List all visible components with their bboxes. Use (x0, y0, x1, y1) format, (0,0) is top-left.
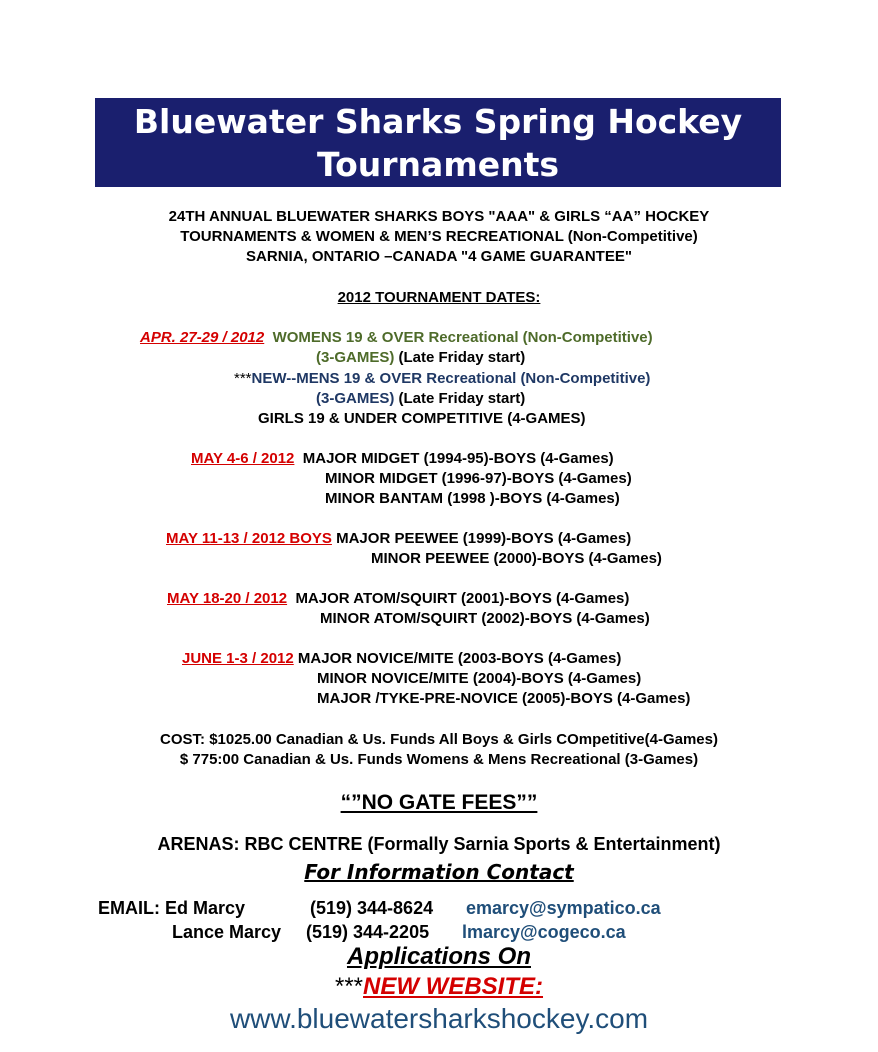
girls-division: GIRLS 19 & UNDER COMPETITIVE (4-GAMES) (258, 410, 586, 427)
june-division-1: MAJOR NOVICE/MITE (2003-BOYS (4-Games) (297, 650, 622, 667)
new-website-line (0, 973, 878, 1001)
june-line-1 (182, 649, 621, 669)
mens-division: NEW--MENS 19 & OVER Recreational (Non-Competitive) (251, 370, 651, 387)
may4-division-2: MINOR MIDGET (1996-97)-BOYS (4-Games) (325, 470, 632, 487)
contact-ed-label: EMAIL: Ed Marcy (98, 898, 246, 918)
title-banner (95, 98, 781, 187)
contact-ed-phone: (519) 344-8624 (310, 898, 434, 918)
may4-line-1 (191, 449, 614, 469)
mens-prefix: *** (234, 370, 252, 387)
apr-date: APR. 27-29 / 2012 (140, 329, 265, 346)
info-heading: For Information Contact (304, 860, 574, 884)
may4-date: MAY 4-6 / 2012 (191, 450, 295, 467)
mens-note: (Late Friday start) (398, 390, 526, 407)
may11-division-2: MINOR PEEWEE (2000)-BOYS (4-Games) (371, 550, 662, 567)
contact-lance-name: Lance Marcy (172, 922, 282, 942)
contact-lance-phone: (519) 344-2205 (306, 922, 430, 942)
may4-division-1: MAJOR MIDGET (1994-95)-BOYS (4-Games) (302, 450, 614, 467)
no-gate-fees: “”NO GATE FEES”” (340, 791, 538, 814)
may4-division-3: MINOR BANTAM (1998 )-BOYS (4-Games) (325, 490, 620, 507)
arenas: ARENAS: RBC CENTRE (Formally Sarnia Sports & Entertainment) (157, 834, 721, 854)
mens-line (234, 369, 650, 389)
new-website-label: NEW WEBSITE: (363, 973, 544, 1000)
womens-division: WOMENS 19 & OVER Recreational (Non-Competitive) (272, 329, 653, 346)
applications-heading: Applications On (346, 943, 531, 970)
may11-date: MAY 11-13 / 2012 BOYS (166, 530, 332, 547)
intro-line-1: 24TH ANNUAL BLUEWATER SHARKS BOYS "AAA" & GIRLS “AA” HOCKEY (168, 208, 710, 225)
intro-line-3: SARNIA, ONTARIO –CANADA "4 GAME GUARANTEE" (246, 248, 632, 265)
june-division-2: MINOR NOVICE/MITE (2004)-BOYS (4-Games) (317, 670, 642, 687)
contact-lance-email[interactable]: lmarcy@cogeco.ca (462, 922, 626, 942)
may18-line-1 (167, 589, 629, 609)
intro-line-2: TOURNAMENTS & WOMEN & MEN’S RECREATIONAL (Non-Competitive) (180, 228, 698, 245)
apr-block-line-1 (140, 328, 653, 348)
contact-ed-email[interactable]: emarcy@sympatico.ca (466, 898, 661, 918)
banner-title-line-1: Bluewater Sharks Spring Hockey (133, 102, 743, 141)
may11-line-1 (166, 529, 631, 549)
cost-line-2: $ 775:00 Canadian & Us. Funds Womens & Mens Recreational (3-Games) (179, 751, 699, 768)
womens-note: (Late Friday start) (398, 349, 526, 366)
june-date: JUNE 1-3 / 2012 (182, 650, 294, 667)
may18-division-2: MINOR ATOM/SQUIRT (2002)-BOYS (4-Games) (320, 610, 650, 627)
womens-games: (3-GAMES) (316, 349, 395, 366)
banner-title-line-2: Tournaments (316, 145, 559, 184)
dates-heading: 2012 TOURNAMENT DATES: (337, 289, 541, 306)
cost-line-1: COST: $1025.00 Canadian & Us. Funds All Boys & Girls COmpetitive(4-Games) (160, 731, 718, 748)
womens-detail (316, 348, 525, 368)
may18-date: MAY 18-20 / 2012 (167, 590, 288, 607)
mens-games: (3-GAMES) (316, 390, 395, 407)
website-link[interactable]: www.bluewatersharkshockey.com (229, 1003, 649, 1034)
may11-division-1: MAJOR PEEWEE (1999)-BOYS (4-Games) (336, 530, 632, 547)
may18-division-1: MAJOR ATOM/SQUIRT (2001)-BOYS (4-Games) (295, 590, 630, 607)
mens-detail (316, 389, 525, 409)
new-website-prefix: *** (334, 973, 364, 1000)
june-division-3: MAJOR /TYKE-PRE-NOVICE (2005)-BOYS (4-Games) (317, 690, 691, 707)
